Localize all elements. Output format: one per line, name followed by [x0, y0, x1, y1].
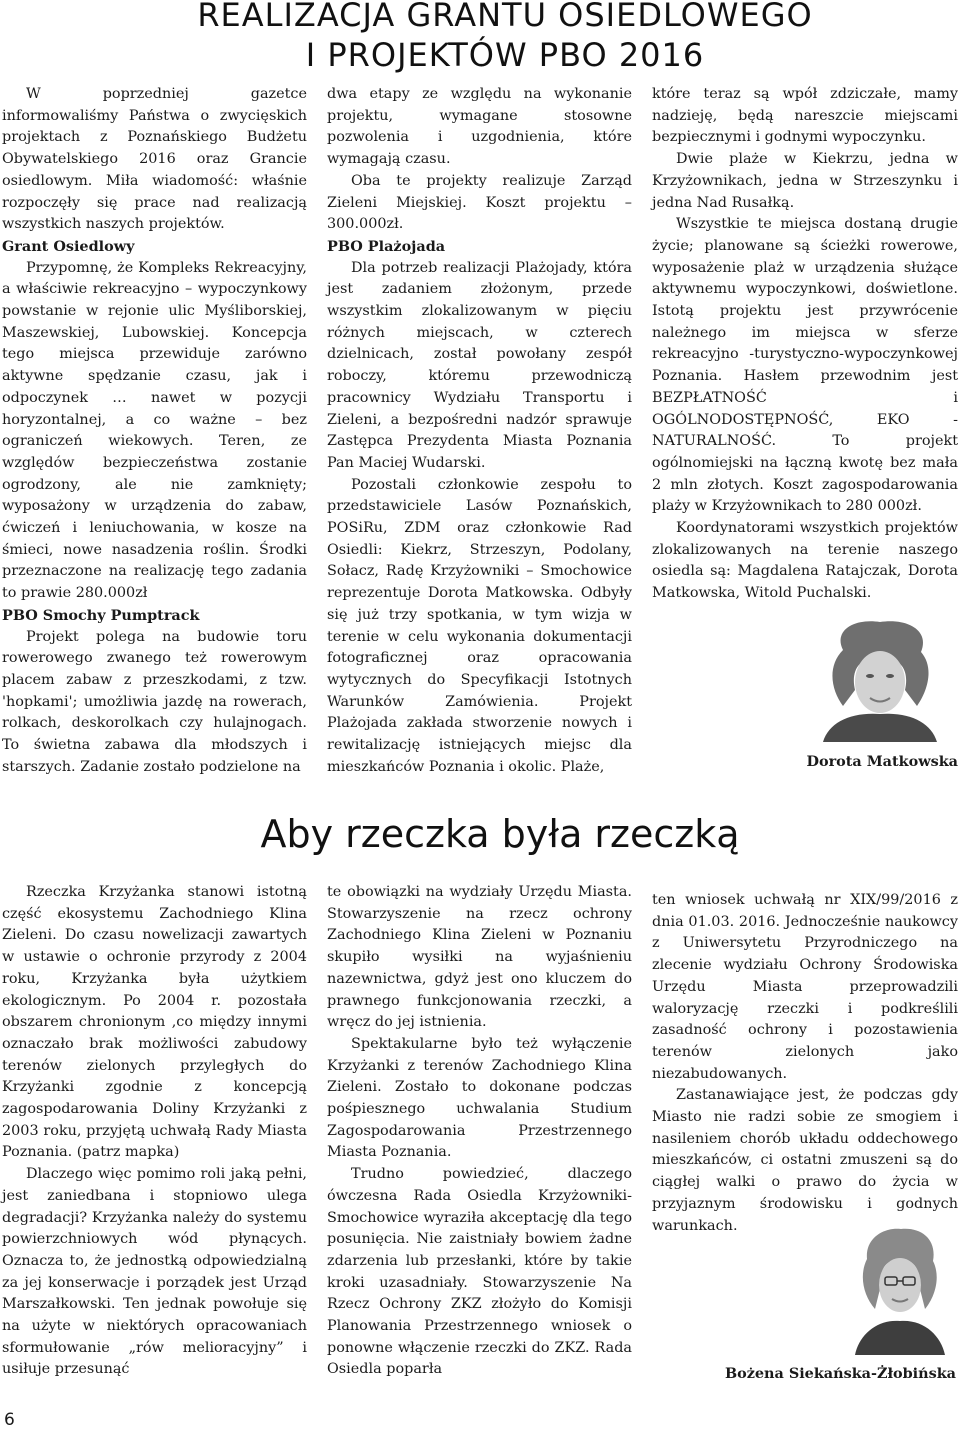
bozena-siekanska-zlobinska-photo	[845, 1225, 955, 1355]
paragraph: ten wniosek uchwałą nr XIX/99/2016 z dnia 01.03. 2016. Jednocześnie naukowcy z Uniwersytetu Przyrodniczego na zlecenie wydziału Ochrony Środowiska Urzędu Miasta przeprowadzili waloryzację rzeczki i podkreślili zasadność ochrony i pozostawienia terenów zielonych jako niezabudowanych.	[652, 892, 958, 1082]
article-title-line-1: REALIZACJA GRANTU OSIEDLOWEGO	[197, 0, 813, 34]
subheading: Grant Osiedlowy	[2, 237, 135, 255]
paragraph: Wszystkie te miejsca dostaną drugie życie; planowane są ścieżki rowerowe, wyposażenie plaż w urządzenia służące aktywnemu wypoczynkowi, doświetlone. Istotą projektu jest przywrócenie należnego im miejsca w sferze rekreacyjno -turystyczno-wypoczynkowej Poznania. Hasłem przewodnim jest BEZPŁATNOŚĆ i OGÓLNODOSTĘPNOŚĆ, EKO - NATURALNOŚĆ. To projekt ogólnomiejski na łączną kwotę bez mała 2 mln złotych. Koszt zagospodarowania plaży w Krzyżownikach to 280 000zł.	[652, 216, 958, 515]
paragraph: Dla potrzeb realizacji Plażojady, która jest zadaniem złożonym, przede wszystkim zlokalizowanym w pięciu różnych miejscach, w czterech dzielnicach, został powołany zespół roboczy, któremu przewodniczą pracownicy Wydziału Transportu i Zieleni, a bezpośredni nadzór sprawuje Zastępca Prezydenta Miasta Poznania Pan Maciej Wudarski.	[327, 259, 632, 471]
article1-column-2	[327, 84, 632, 779]
paragraph: Dlaczego więc pomimo roli jaką pełni, jest zaniedbana i stopniowo ulega degradacji? Krzyżanka należy do systemu powierzchniowych wód płynących. Oznacza to, że jednostką odpowiedzialną za jej konserwacje i porządek jest Urząd Marszałkowski. Ten jednak powołuje się na użyte w niektórych opracowaniach sformułowanie „rów melioracyjny” i usiłuje przesunąć	[2, 1166, 307, 1378]
article1-column-3	[652, 84, 958, 605]
paragraph: Przypomnę, że Kompleks Rekreacyjny, a właściwie rekreacyjno – wypoczynkowy powstanie w rejonie ulic Myśliborskiej, Maszewskiej, Lubowskiej. Koncepcja tego miejsca przewiduje zarówno aktywne spędzanie czasu, jak i odpoczynek … nawet w pozycji horyzontalnej, a co ważne – bez ograniczeń wiekowych. Teren, ze względów bezpieczeństwa zostanie ogrodzony, ale nie zamknięty; wyposażony w urządzenia do zabaw, ćwiczeń i leniuchowania, w kosze na śmieci, nowe nasadzenia roślin. Środki przeznaczone na realizację tego zadania to prawie 280.000zł	[2, 259, 307, 602]
subheading: PBO Plażojada	[327, 237, 446, 255]
paragraph: Dwie plaże w Kiekrzu, jedna w Krzyżownikach, jedna w Strzeszynku i jedna Nad Rusałką.	[652, 151, 958, 211]
dorota-matkowska-photo	[805, 620, 955, 742]
paragraph: W poprzedniej gazetce informowaliśmy Państwa o zwycięskich projektach z Poznańskiego Budżetu Obywatelskiego 2016 oraz Grancie osiedlowym. Miła wiadomość: właśnie rozpoczęły się prace nad realizacją wszystkich naszych projektów.	[2, 86, 307, 233]
article1-column-1	[2, 84, 307, 779]
article2-column-2	[327, 882, 632, 1381]
article2-title: Aby rzeczka była rzeczką	[260, 812, 740, 856]
page-number: 6	[4, 1410, 15, 1430]
paragraph: Zastanawiające jest, że podczas gdy Miasto nie radzi sobie ze smogiem i nasileniem chorób układu oddechowego mieszkańców, ci ostatni zmuszeni są do ciągłej walki o prawo do życia w przyjaznym środowisku i godnych warunkach.	[652, 1087, 958, 1234]
article2-column-1	[2, 882, 307, 1381]
paragraph: Rzeczka Krzyżanka stanowi istotną część ekosystemu Zachodniego Klina Zieleni. Do czasu nowelizacji zawartych w ustawie o ochronie przyrody z 2004 roku, Krzyżanka była użytkiem ekologicznym. Po 2004 r. pozostała obszarem chronionym ,co między innymi oznaczało brak możliwości zabudowy terenów zielonych przyległych do Krzyżanki zgodnie z koncepcją zagospodarowania Doliny Krzyżanki z 2003 roku, przyjętą uchwałą Rady Miasta Poznania. (patrz mapka)	[2, 884, 307, 1161]
paragraph: Trudno powiedzieć, dlaczego ówczesna Rada Osiedla Krzyżowniki-Smochowice wyraziła akceptację dla tego posunięcia. Nie zaistniały bowiem żadne zdarzenia lub przesłanki, które by takie kroki uzasadniały. Stowarzyszenie Na Rzecz Ochrony ZKZ złożyło do Komisji Planowania Przestrzennego wniosek o ponowne włączenie rzeczki do ZKZ. Rada Osiedla poparła	[327, 1166, 632, 1378]
paragraph: Pozostali członkowie zespołu to przedstawiciele Lasów Poznańskich, POSiRu, ZDM oraz członkowie Rad Osiedli: Kiekrz, Strzeszyn, Podolany, Sołacz, Radę Krzyżowniki – Smochowice reprezentuje Dorota Matkowska. Odbyły się już trzy spotkania, w tym wizja w terenie w celu wykonania dokumentacji fotograficznej oraz opracowania wytycznych do Specyfikacji Istotnych Warunków Zamówienia. Projekt Plażojada zakłada stworzenie nowych i rewitalizację istniejących miejsc dla mieszkańców Poznania i okolic. Plaże,	[327, 476, 632, 775]
paragraph: Oba te projekty realizuje Zarząd Zieleni Miejskiej. Koszt projektu – 300.000zł.	[327, 172, 632, 233]
paragraph: które teraz są wpół zdziczałe, mamy nadzieję, będą nareszcie miejscami bezpiecznymi i godnymi wypoczynku.	[652, 86, 958, 146]
article2-column-3	[652, 890, 958, 1237]
paragraph: Koordynatorami wszystkich projektów zlokalizowanych na terenie naszego osiedla są: Magdalena Ratajczak, Dorota Matkowska, Witold Puchalski.	[652, 520, 958, 602]
paragraph: Projekt polega na budowie toru rowerowego zwanego też rowerowym placem zabaw z przeszkodami, z tzw. 'hopkami'; umożliwia jazdę na rowerach, rolkach, deskorolkach czy hulajnogach. To świetna zabawa dla młodszych i starszych. Zadanie zostało podzielone na	[2, 628, 307, 775]
article-title-line-2: I PROJEKTÓW PBO 2016	[305, 36, 705, 74]
paragraph: Spektakularne było też wyłączenie Krzyżanki z terenów Zachodniego Klina Zieleni. Zostało to dokonane podczas pośpiesznego uchwalania Studium Zagospodarowania Przestrzennego Miasta Poznania.	[327, 1035, 632, 1161]
photo-caption-bozena: Bożena Siekańska-Żłobińska	[724, 1365, 956, 1382]
paragraph: dwa etapy ze względu na wykonanie projektu, wymagane stosowne pozwolenia i uzgodnienia, które wymagają czasu.	[327, 86, 632, 168]
photo-caption-dorota: Dorota Matkowska	[806, 753, 958, 770]
subheading: PBO Smochy Pumptrack	[2, 606, 200, 624]
paragraph: te obowiązki na wydziały Urzędu Miasta. Stowarzyszenie na rzecz ochrony Zachodniego Klina Zieleni w Poznaniu skupiło wysiłki na wyjaśnieniu nazewnictwa, gdyż jest ono kluczem do prawnego funkcjonowania rzeczki, a wręcz do jej istnienia.	[327, 884, 632, 1031]
